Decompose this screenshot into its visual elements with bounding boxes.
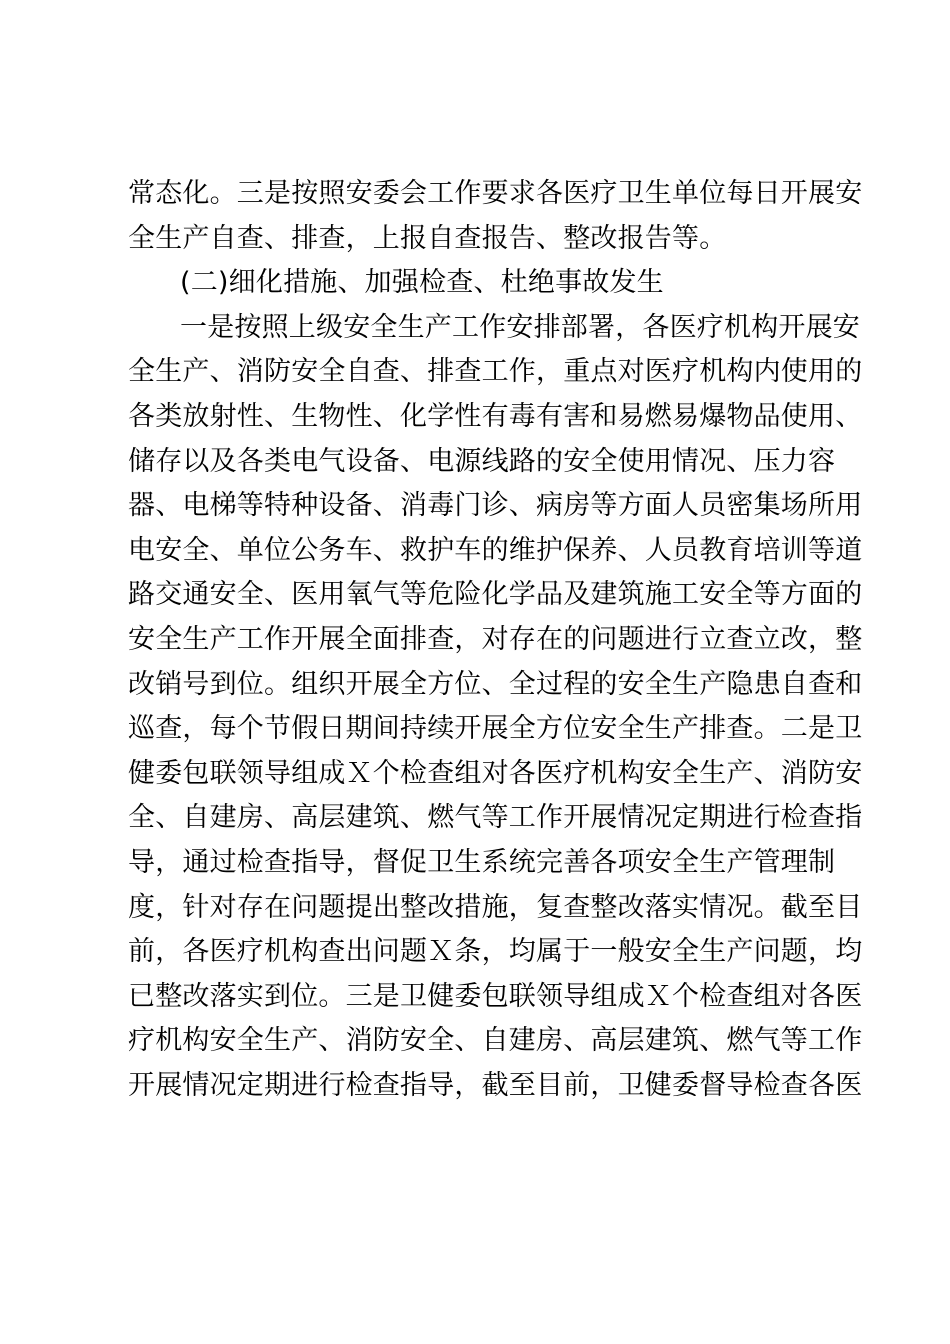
body-line: 疗机构安全生产、消防安全、自建房、高层建筑、燃气等工作 xyxy=(128,1025,863,1057)
body-line: 健委包联领导组成Ｘ个检查组对各医疗机构安全生产、消防安 xyxy=(128,757,863,789)
document-body xyxy=(128,172,863,1108)
body-line: 前，各医疗机构查出问题Ｘ条，均属于一般安全生产问题，均 xyxy=(128,936,863,968)
body-line: 储存以及各类电气设备、电源线路的安全使用情况、压力容 xyxy=(128,445,836,477)
body-line: 各类放射性、生物性、化学性有毒有害和易燃易爆物品使用、 xyxy=(128,400,863,432)
body-line: 电安全、单位公务车、救护车的维护保养、人员教育培训等道 xyxy=(128,534,863,566)
body-line: 一是按照上级安全生产工作安排部署，各医疗机构开展安 xyxy=(180,311,860,343)
body-line: 器、电梯等特种设备、消毒门诊、病房等方面人员密集场所用 xyxy=(128,490,863,522)
body-line: 安全生产工作开展全面排查，对存在的问题进行立查立改，整 xyxy=(128,623,863,655)
body-line: 路交通安全、医用氧气等危险化学品及建筑施工安全等方面的 xyxy=(128,579,863,611)
body-line: 巡查，每个节假日期间持续开展全方位安全生产排查。二是卫 xyxy=(128,713,863,745)
section-heading: (二)细化措施、加强检查、杜绝事故发生 xyxy=(180,267,664,299)
body-line: 度，针对存在问题提出整改措施，复查整改落实情况。截至目 xyxy=(128,891,863,923)
body-line: 全生产、消防安全自查、排查工作，重点对医疗机构内使用的 xyxy=(128,356,863,388)
body-line: 常态化。三是按照安委会工作要求各医疗卫生单位每日开展安 xyxy=(128,178,863,209)
body-line: 全、自建房、高层建筑、燃气等工作开展情况定期进行检查指 xyxy=(128,802,863,834)
body-line: 已整改落实到位。三是卫健委包联领导组成Ｘ个检查组对各医 xyxy=(128,980,863,1012)
body-line: 全生产自查、排查，上报自查报告、整改报告等。 xyxy=(128,222,727,254)
body-line: 开展情况定期进行检查指导，截至目前，卫健委督导检查各医 xyxy=(128,1069,863,1101)
body-line: 导，通过检查指导，督促卫生系统完善各项安全生产管理制 xyxy=(128,846,836,878)
body-line: 改销号到位。组织开展全方位、全过程的安全生产隐患自查和 xyxy=(128,668,863,700)
